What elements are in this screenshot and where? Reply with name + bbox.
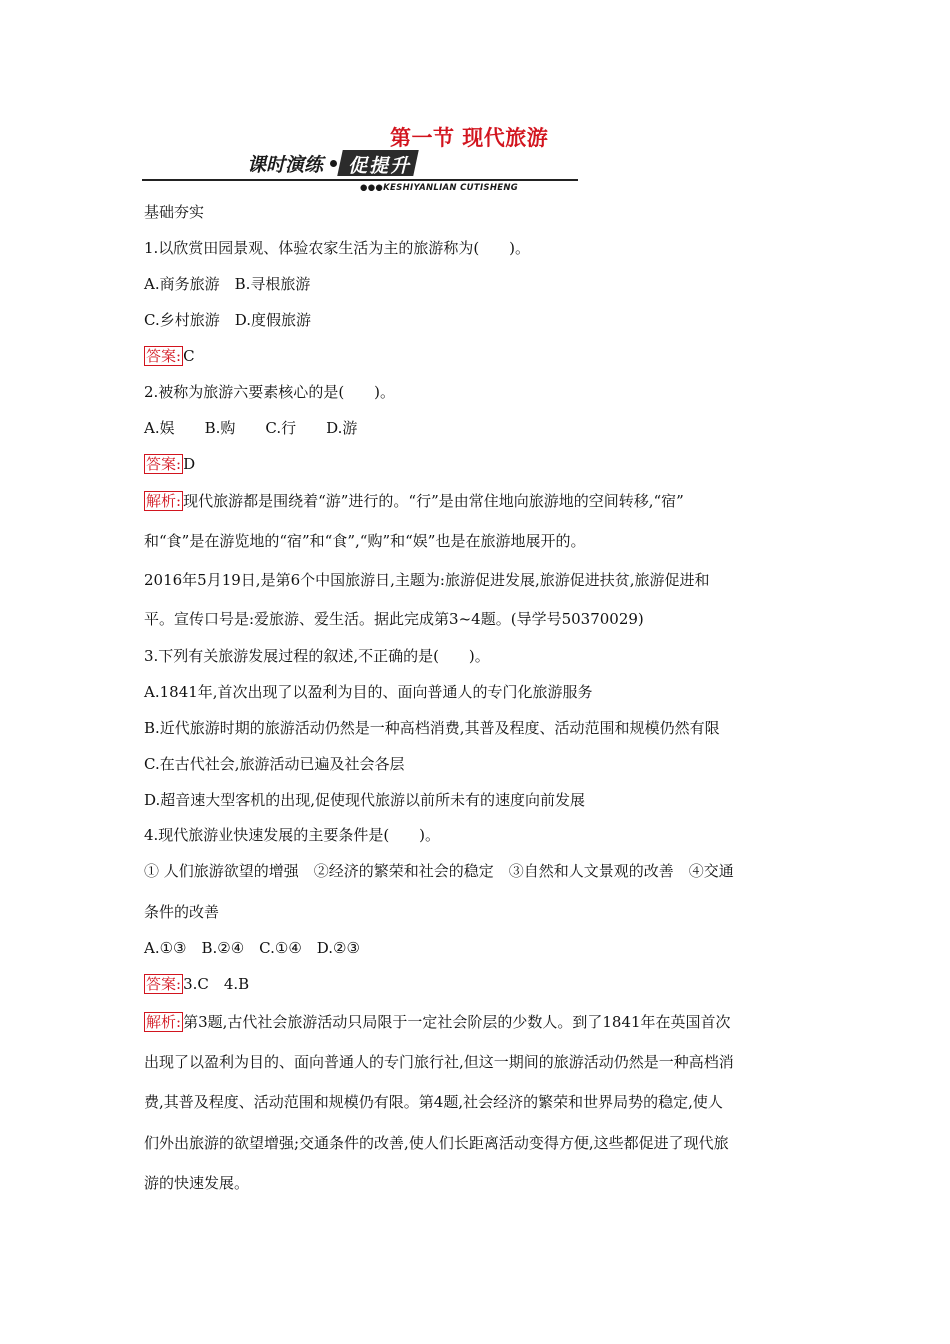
q1-stem: 1.以欣赏田园景观、体验农家生活为主的旅游称为( )。 bbox=[144, 239, 531, 257]
context-line1: 2016年5月19日,是第6个中国旅游日,主题为:旅游促进发展,旅游促进扶贫,旅游促进和 bbox=[144, 571, 710, 589]
q34-analysis-line3: 费,其普及程度、活动范围和规模仍有限。第4题,社会经济的繁荣和世界局势的稳定,使人 bbox=[144, 1093, 723, 1111]
q3-stem: 3.下列有关旅游发展过程的叙述,不正确的是( )。 bbox=[144, 647, 490, 665]
q3-option-a: A.1841年,首次出现了以盈利为目的、面向普通人的专门化旅游服务 bbox=[144, 683, 593, 701]
q34-analysis-line1 bbox=[144, 1012, 731, 1032]
q34-analysis-line5: 游的快速发展。 bbox=[144, 1174, 250, 1192]
q3-option-b: B.近代旅游时期的旅游活动仍然是一种高档消费,其普及程度、活动范围和规模仍然有限 bbox=[144, 719, 720, 737]
analysis-text: 现代旅游都是围绕着“游”进行的。“行”是由常住地向旅游地的空间转移,“宿” bbox=[183, 492, 684, 510]
q1-options-row2: C.乡村旅游 D.度假旅游 bbox=[144, 311, 311, 329]
section-heading: 基础夯实 bbox=[144, 203, 205, 221]
q1-answer bbox=[144, 346, 195, 366]
q34-answer bbox=[144, 974, 249, 994]
q1-options-row1: A.商务旅游 B.寻根旅游 bbox=[144, 275, 311, 293]
q4-items-line2: 条件的改善 bbox=[144, 903, 220, 921]
q4-options: A.①③ B.②④ C.①④ D.②③ bbox=[144, 939, 360, 957]
context-line2: 平。宣传口号是:爱旅游、爱生活。据此完成第3~4题。(导学号50370029) bbox=[144, 610, 644, 628]
q34-analysis-line4: 们外出旅游的欲望增强;交通条件的改善,使人们长距离活动变得方便,这些都促进了现代旅 bbox=[144, 1134, 729, 1152]
answer-value: C bbox=[183, 347, 195, 365]
q4-items-line1: ① 人们旅游欲望的增强 ②经济的繁荣和社会的稳定 ③自然和人文景观的改善 ④交通 bbox=[144, 862, 734, 880]
answer-label: 答案: bbox=[146, 347, 182, 365]
q2-answer bbox=[144, 454, 195, 474]
analysis-text: 第3题,古代社会旅游活动只局限于一定社会阶层的少数人。到了1841年在英国首次 bbox=[183, 1013, 731, 1031]
section-banner bbox=[142, 150, 578, 194]
analysis-label: 解析: bbox=[146, 1013, 182, 1031]
answer-value: 3.C 4.B bbox=[183, 975, 250, 993]
answer-label: 答案: bbox=[146, 455, 182, 473]
q3-option-c: C.在古代社会,旅游活动已遍及社会各层 bbox=[144, 755, 405, 773]
banner-rule bbox=[142, 179, 578, 181]
q2-stem: 2.被称为旅游六要素核心的是( )。 bbox=[144, 383, 396, 401]
q34-analysis-line2: 出现了以盈利为目的、面向普通人的专门旅行社,但这一期间的旅游活动仍然是一种高档消 bbox=[144, 1053, 734, 1071]
q2-analysis-line2: 和“食”是在游览地的“宿”和“食”,“购”和“娱”也是在旅游地展开的。 bbox=[144, 532, 586, 550]
banner-dot-icon bbox=[330, 160, 337, 167]
analysis-label: 解析: bbox=[146, 492, 182, 510]
answer-value: D bbox=[183, 455, 196, 473]
q3-option-d: D.超音速大型客机的出现,促使现代旅游以前所未有的速度向前发展 bbox=[144, 791, 586, 809]
q4-stem: 4.现代旅游业快速发展的主要条件是( )。 bbox=[144, 826, 441, 844]
banner-right-text: 促提升 bbox=[348, 155, 412, 177]
q2-options: A.娱 B.购 C.行 D.游 bbox=[144, 419, 358, 437]
banner-subtitle: ●●●KESHIYANLIAN CUTISHENG bbox=[360, 183, 519, 193]
q2-analysis-line1 bbox=[144, 491, 684, 511]
page-title: 第一节 现代旅游 bbox=[390, 126, 549, 150]
answer-label: 答案: bbox=[146, 975, 182, 993]
banner-left-text: 课时演练 bbox=[247, 154, 324, 176]
